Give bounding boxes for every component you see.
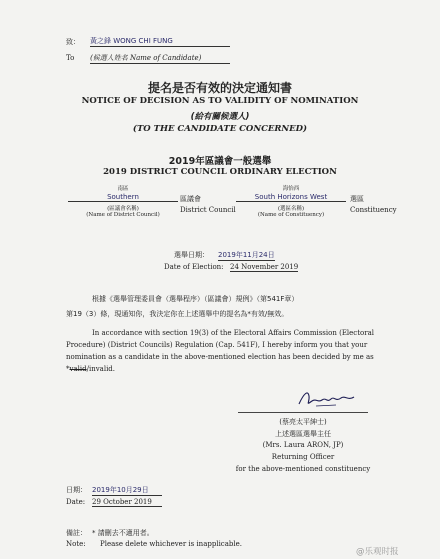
- signature-line: [238, 412, 368, 413]
- note-text-cn: * 請刪去不適用者。: [92, 529, 154, 537]
- district-label-en: District Council: [180, 206, 236, 214]
- body-en-star: *: [66, 365, 70, 373]
- officer-role-en-2: for the above-mentioned constituency: [235, 465, 371, 473]
- constituency-hint-cn: (選區名稱): [277, 206, 305, 212]
- note-label-en: Note:: [66, 540, 86, 548]
- title-cn: 提名是否有效的決定通知書: [147, 81, 292, 95]
- officer-role-cn: 上述選區選舉主任: [275, 430, 331, 438]
- note-text-en: Please delete whichever is inapplicable.: [100, 540, 242, 548]
- body-en-line-2: Procedure) (District Councils) Regulation (Cap. 541F), I hereby inform you that your: [66, 341, 368, 349]
- subtitle-en: (TO THE CANDIDATE CONCERNED): [132, 124, 308, 134]
- watermark-text: @乐观时报: [356, 547, 399, 557]
- election-date-value-en: 24 November 2019: [230, 263, 299, 271]
- signature-image: [296, 388, 358, 410]
- district-handwritten-cn: 南區: [117, 186, 129, 192]
- election-title-en: 2019 DISTRICT COUNCIL ORDINARY ELECTION: [103, 167, 337, 177]
- subtitle-cn: (給有關候選人): [190, 112, 250, 122]
- candidate-name-hint: [90, 53, 230, 64]
- date-value-en: 29 October 2019: [92, 498, 162, 507]
- date-label-en: Date:: [66, 498, 86, 506]
- body-en-invalid: /invalid.: [86, 365, 116, 373]
- candidate-name-hint-cn: (候選人姓名: [90, 54, 128, 62]
- body-en-line-1: In accordance with section 19(3) of the Electoral Affairs Commission (Electoral: [92, 329, 375, 337]
- election-date-value-cn: 2019年11月24日: [218, 251, 275, 259]
- district-label-cn: 區議會: [180, 195, 201, 203]
- body-cn-line-2: 第19（3）條，現通知你，我決定你在上述選舉中的提名為*有效/無效。: [66, 310, 289, 318]
- candidate-name-hint-en: Name of Candidate): [129, 54, 202, 62]
- constituency-label-cn: 選區: [350, 195, 364, 203]
- date-label-cn: 日期：: [66, 486, 87, 494]
- district-hint-en: (Name of District Council): [86, 212, 160, 218]
- officer-name-en: (Mrs. Laura ARON, JP): [262, 441, 344, 449]
- district-hint-cn: (區議會名稱): [107, 206, 139, 212]
- constituency-handwritten-cn: 海怡西: [282, 186, 300, 192]
- title-en: NOTICE OF DECISION AS TO VALIDITY OF NOMINATION: [81, 96, 359, 106]
- body-en-line-4: [66, 365, 115, 373]
- election-title-cn: 2019年區議會一般選舉: [168, 156, 272, 167]
- officer-name-cn: (蔡亮太平紳士): [279, 418, 327, 426]
- candidate-name: 黃之鋒 WONG CHI FUNG: [90, 36, 230, 47]
- note-label-cn: 備註：: [66, 529, 87, 537]
- body-en-valid-struck: valid: [69, 365, 87, 373]
- constituency-handwritten-en: South Horizons West: [236, 193, 346, 202]
- election-date-label-en: Date of Election:: [164, 263, 224, 271]
- date-value-cn: 2019年10月29日: [92, 485, 162, 496]
- election-date-label-cn: 選舉日期：: [174, 251, 209, 259]
- officer-role-en-1: Returning Officer: [271, 453, 335, 461]
- to-label-cn: 致：: [66, 38, 80, 46]
- to-label-en: To: [66, 54, 75, 62]
- district-handwritten-en: Southern: [68, 193, 178, 202]
- body-cn-line-1: 根據《選舉管理委員會（選舉程序）（區議會）規例》（第541F章）: [92, 295, 299, 303]
- constituency-hint-en: (Name of Constituency): [257, 212, 325, 218]
- constituency-label-en: Constituency: [350, 206, 397, 214]
- body-en-line-3: nomination as a candidate in the above-mentioned election has been decided by me as: [66, 353, 374, 361]
